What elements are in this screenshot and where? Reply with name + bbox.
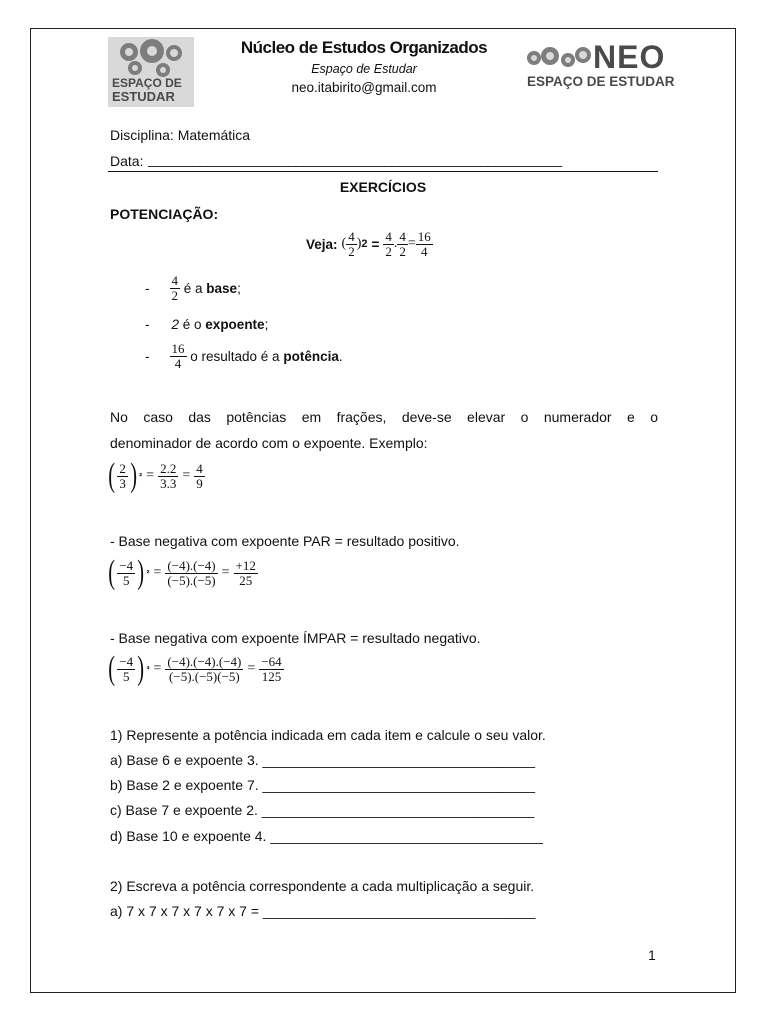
rule-even: - Base negativa com expoente PAR = resultado positivo. bbox=[110, 533, 460, 549]
veja-label: Veja: bbox=[306, 236, 338, 252]
section-title: POTENCIAÇÃO: bbox=[110, 206, 219, 222]
page-number: 1 bbox=[648, 947, 656, 963]
data-label: Data: bbox=[110, 153, 144, 169]
gear-icon bbox=[166, 45, 182, 61]
gear-icon bbox=[561, 53, 575, 67]
veja-formula: Veja: ( $\frac{4}{2}$ ) 2 = $\frac{4}{2}$ . $\frac{4}{2}$ = $\frac{16}{4}$ bbox=[306, 229, 431, 259]
question-2-item[interactable]: a) 7 x 7 x 7 x 7 x 7 x 7 = ___________________________________ bbox=[110, 903, 536, 919]
gear-icon bbox=[541, 47, 559, 65]
definition-expoente: - 2 é o expoente ; bbox=[145, 317, 269, 332]
example-fraction: ( $\frac{2}{3}$ ) ² = $\frac{2.2}{3.3}$ = $\frac{4}{9}$ bbox=[108, 457, 203, 494]
definition-potencia: - $\frac{16}{4}$ o resultado é a potência . bbox=[145, 341, 343, 371]
question-1: 1) Represente a potência indicada em cada item e calcule o seu valor. bbox=[110, 727, 546, 743]
gear-icon bbox=[120, 43, 138, 61]
email: neo.itabirito@gmail.com bbox=[291, 80, 437, 95]
gear-icon bbox=[140, 39, 164, 63]
gear-icon bbox=[156, 63, 170, 77]
paragraph-line1: No caso das potências em frações, deve-se elevar o numerador e o bbox=[110, 409, 658, 425]
veja-base: $\frac{4}{2}$ bbox=[348, 229, 355, 259]
left-logo bbox=[108, 37, 194, 107]
right-logo bbox=[523, 39, 705, 89]
question-1-item[interactable]: a) Base 6 e expoente 3. ___________________________________ bbox=[110, 752, 536, 768]
gear-icon bbox=[527, 51, 541, 65]
disciplina: Disciplina: Matemática bbox=[110, 127, 251, 143]
gear-icon bbox=[575, 47, 591, 63]
subtitle: Espaço de Estudar bbox=[311, 62, 417, 76]
example-even: ( $\frac{-4}{5}$ ) ² = $\frac{(-4).(-4)}{(-5).(-5)}$ = $\frac{+12}{25}$ bbox=[108, 554, 256, 591]
heading: EXERCÍCIOS bbox=[339, 179, 427, 195]
question-2: 2) Escreva a potência correspondente a cada multiplicação a seguir. bbox=[110, 878, 535, 894]
gear-icon bbox=[128, 61, 142, 75]
question-1-item[interactable]: b) Base 2 e expoente 7. ___________________________________ bbox=[110, 777, 536, 793]
definition-base: - $\frac{4}{2}$ é a base ; bbox=[145, 273, 241, 303]
page-border bbox=[30, 28, 736, 993]
right-logo-text: ESPAÇO DE ESTUDAR bbox=[527, 74, 675, 89]
divider bbox=[108, 171, 658, 172]
right-logo-neo: NEO bbox=[593, 39, 666, 75]
veja-result: $\frac{16}{4}$ bbox=[417, 229, 431, 259]
example-odd: ( $\frac{-4}{5}$ ) ³ = $\frac{(-4).(-4).(-4)}{(-5).(-5)(-5)}$ = $\frac{-64}{125}$ bbox=[108, 650, 282, 687]
left-logo-line2: ESTUDAR bbox=[112, 89, 175, 104]
page-title: Núcleo de Estudos Organizados bbox=[240, 38, 488, 57]
rule-odd: - Base negativa com expoente ÍMPAR = resultado negativo. bbox=[110, 630, 481, 646]
left-logo-line1: ESPAÇO DE bbox=[112, 76, 182, 90]
data-line: ________________________________________________________ bbox=[148, 151, 562, 167]
question-1-item[interactable]: c) Base 7 e expoente 2. ___________________________________ bbox=[110, 802, 535, 818]
question-1-item[interactable]: d) Base 10 e expoente 4. ___________________________________ bbox=[110, 828, 543, 844]
paragraph-line2: denominador de acordo com o expoente. Exemplo: bbox=[110, 435, 428, 451]
